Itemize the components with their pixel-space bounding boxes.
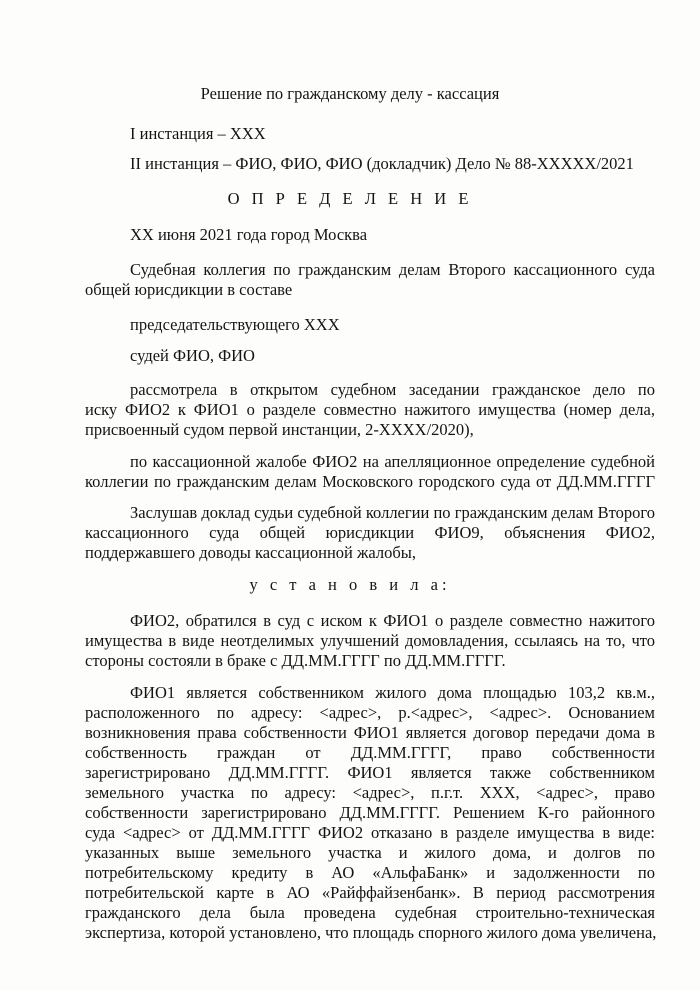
collegium-line-1: Судебная коллегия по гражданским делам Второго кассационного суда — [130, 260, 655, 279]
heard-line-2: кассационного суда общей юрисдикции ФИО9, объяснения ФИО2, — [85, 523, 655, 542]
considered-line-2: иску ФИО2 к ФИО1 о разделе совместно нажитого имущества (номер дела, — [85, 400, 655, 419]
considered-line-3: присвоенный судом первой инстанции, 2-ХХХХ/2020), — [85, 420, 474, 439]
established-heading: у с т а н о в и л а: — [249, 575, 451, 594]
collegium-line-2: общей юрисдикции в составе — [85, 280, 293, 299]
considered-line-1: рассмотрела в открытом судебном заседании гражданское дело по — [130, 380, 655, 399]
ownership-line: возникновения права собственности ФИО1 является договор передачи дома в — [85, 723, 655, 742]
ownership-line: потребительской карте в АО «Райффайзенбанк». В период рассмотрения — [85, 883, 655, 902]
ownership-line: собственности зарегистрировано ДД.ММ.ГГГГ. Решением К-го районного — [85, 803, 655, 822]
claim-line-1: ФИО2, обратился в суд с иском к ФИО1 о разделе совместно нажитого — [130, 611, 655, 630]
ownership-line: расположенного по адресу: <адрес>, р.<адрес>, <адрес>. Основанием — [85, 703, 655, 722]
heard-line-3: поддержавшего доводы кассационной жалобы, — [85, 543, 416, 562]
collegium-paragraph — [85, 260, 655, 300]
ruling-heading: О П Р Е Д Е Л Е Н И Е — [227, 189, 473, 208]
appeal-paragraph — [85, 452, 655, 492]
claim-line-2: имущества в виде неотделимых улучшений домовладения, ссылаясь на то, что — [85, 631, 655, 650]
ownership-line: гражданского дела была проведена судебная строительно-техническая — [85, 903, 655, 922]
heard-line-1: Заслушав доклад судьи судебной коллегии по гражданским делам Второго — [130, 503, 655, 522]
ownership-line: суда <адрес> от ДД.ММ.ГГГГ ФИО2 отказано в разделе имущества в виде: — [85, 823, 655, 842]
heard-paragraph — [85, 503, 655, 563]
ownership-line: потребительскому кредиту в АО «АльфаБанк» и задолженности по — [85, 863, 655, 882]
appeal-line-1: по кассационной жалобе ФИО2 на апелляционное определение судебной — [130, 452, 655, 471]
claim-line-3: стороны состояли в браке с ДД.ММ.ГГГГ по ДД.ММ.ГГГГ. — [85, 651, 506, 670]
chair-line: председательствующего ХХХ — [130, 315, 340, 334]
ownership-paragraph — [85, 683, 655, 943]
ownership-line: экспертиза, которой установлено, что площадь спорного жилого дома увеличена, — [85, 923, 657, 942]
claim-paragraph — [85, 611, 655, 671]
judges-line: судей ФИО, ФИО — [130, 346, 255, 365]
ownership-line: ФИО1 является собственником жилого дома площадью 103,2 кв.м., — [130, 683, 655, 702]
first-instance-line: I инстанция – ХХХ — [130, 124, 266, 143]
ownership-line: собственность граждан от ДД.ММ.ГГГГ, право собственности — [85, 743, 655, 762]
second-instance-line: II инстанция – ФИО, ФИО, ФИО (докладчик) Дело № 88-ХХХХХ/2021 — [130, 154, 634, 173]
ownership-line: зарегистрировано ДД.ММ.ГГГГ. ФИО1 является также собственником — [85, 763, 655, 782]
ownership-line: земельного участка по адресу: <адрес>, п.г.т. ХХХ, <адрес>, право — [85, 783, 655, 802]
date-line: ХХ июня 2021 года город Москва — [130, 225, 368, 244]
ownership-line: указанных выше земельного участка и жилого дома, и долгов по — [85, 843, 655, 862]
considered-paragraph — [85, 380, 655, 440]
document-title: Решение по гражданскому делу - кассация — [200, 84, 500, 103]
appeal-line-2: коллегии по гражданским делам Московского городского суда от ДД.ММ.ГГГГ — [85, 472, 655, 491]
